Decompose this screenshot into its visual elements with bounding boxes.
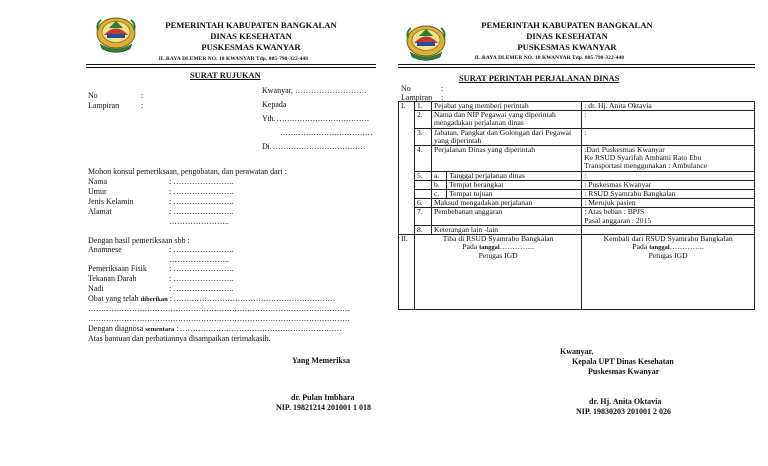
- field-value: : …………………..: [169, 197, 234, 206]
- exam-value: : …………………..: [169, 245, 234, 254]
- di-line: Di. ………………………………: [262, 142, 366, 151]
- kembali-word: tanggal: [649, 244, 670, 252]
- header-rule-thin: [398, 67, 755, 68]
- row-label: Jabatan, Pangkat dan Golongan dari Pegawai yang diperintah: [432, 128, 582, 145]
- closing-text: Atas bantuan dan perhatiannya disampaikan terimakasih.: [88, 334, 271, 343]
- table-row: [399, 235, 755, 310]
- table-row: [399, 208, 755, 225]
- row-label: Nama dan NIP Pegawai yang diperintah mengadakan perjalanan dinas: [432, 111, 582, 128]
- header-rule: [86, 64, 376, 65]
- diagnosa-word: sementara: [145, 326, 175, 333]
- rujukan-title: SURAT RUJUKAN: [190, 71, 261, 80]
- row-value: : Puskesmas Kwanyar: [582, 180, 755, 189]
- field-value: : …………………..: [169, 177, 234, 186]
- row-number: 6.: [415, 199, 432, 208]
- tiba-word: tanggal: [479, 244, 500, 252]
- sig-nip: NIP. 19830203 201001 2 026: [576, 407, 672, 416]
- field-label: Alamat: [88, 207, 112, 216]
- obat-word: diberikan: [140, 296, 168, 303]
- header-line-1: PEMERINTAH KABUPATEN BANGKALAN: [481, 20, 653, 30]
- kembali-petugas: Petugas IGD: [648, 251, 688, 261]
- spd-title: SURAT PERINTAH PERJALANAN DINAS: [459, 74, 620, 83]
- header-line-1: PEMERINTAH KABUPATEN BANGKALAN: [165, 20, 337, 30]
- row-label: Tanggal perjalanan dinas: [447, 171, 582, 180]
- header-line-2: DINAS KESEHATAN: [210, 31, 292, 41]
- field-value: …………………..: [169, 217, 229, 226]
- row-label: Maksud mengadakan perjalanan: [432, 199, 582, 208]
- row-number: 5.: [415, 171, 432, 180]
- spd-table: [398, 101, 755, 310]
- row-label: Tempat tujuan: [447, 190, 582, 199]
- row-value: : dr. Hj. Anita Oktavia: [582, 102, 755, 111]
- bangkalan-emblem-icon: [404, 22, 448, 62]
- row-number: 8.: [415, 225, 432, 234]
- bangkalan-emblem-icon: [94, 14, 138, 54]
- row-value: : Merujuk pasien: [582, 199, 755, 208]
- row-value: :Dari Puskesmas Kwanyar Ke RSUD Syarifah Ambami Rato Ebu Transportasi menggunakan : Ambulance: [582, 146, 755, 172]
- row-number: 3.: [415, 128, 432, 145]
- diagnosa-line: [88, 324, 342, 334]
- lampiran-label: Lampiran: [401, 93, 433, 102]
- exam-value: : …………………..: [169, 284, 234, 293]
- row-number: 4.: [415, 146, 432, 172]
- exam-value: …………………..: [169, 255, 229, 264]
- row-label: Pejabat yang memberi perintah: [432, 102, 582, 111]
- kepada: Kepada: [262, 100, 287, 109]
- no-label: No: [88, 91, 98, 100]
- row-label: Keterangan lain -lain: [432, 225, 582, 234]
- row-value: : RSUD Syamrabu Bangkalan: [582, 190, 755, 199]
- diagnosa-dots: : ………………………………………………………: [176, 324, 342, 333]
- tiba-dots: …………..: [499, 242, 534, 252]
- table-row: [399, 111, 755, 128]
- header-rule-thin: [86, 67, 376, 68]
- header-address: JL.RAYA DLEMER NO. 10 KWANYAR Tdp. 085-790-322-448: [158, 56, 309, 62]
- row-sub: a.: [432, 171, 447, 180]
- table-row: [399, 171, 755, 180]
- signer-title: Yang Memeriksa: [292, 356, 350, 365]
- spd-page: [384, 0, 768, 466]
- row-value: :: [582, 111, 755, 128]
- dots-line-2: …………………………………………………………………………………………: [88, 314, 350, 323]
- exam-label: Pemeriksaan Fisik: [88, 264, 147, 273]
- obat-line: [88, 294, 335, 304]
- no-colon: :: [441, 84, 444, 93]
- field-label: Nama: [88, 177, 108, 186]
- intro-text: Mohon konsul pemeriksaan, pengobatan, dan perawatan dari :: [88, 167, 287, 176]
- row-label: Tempat berangkat: [447, 180, 582, 189]
- sig-place: Kwanyar,: [560, 347, 594, 356]
- kembali-dots: …………..: [669, 242, 704, 252]
- roman-cell: I.: [399, 102, 415, 235]
- hasil-intro: Dengan hasil pemeriksaan sbb :: [88, 236, 190, 245]
- table-row: [399, 128, 755, 145]
- exam-label: Nadi: [88, 284, 104, 293]
- row-label: Pembebanan anggaran: [432, 208, 582, 225]
- obat-label: Obat yang telah: [88, 294, 139, 303]
- exam-label: Anamnese: [88, 245, 122, 254]
- row-number: 1.: [415, 102, 432, 111]
- obat-dots: : ………………………………………………………: [169, 294, 336, 303]
- diagnosa-label: Dengan diagnosa: [88, 324, 144, 333]
- field-label: Jenis Kelamin: [88, 197, 134, 206]
- dots-line-1: …………………………………………………………………………………………: [88, 304, 350, 313]
- exam-label: Tekanan Darah: [88, 274, 137, 283]
- lampiran-label: Lampiran: [88, 101, 120, 110]
- sig-title-1: Kepala UPT Dinas Kesehatan: [572, 357, 674, 366]
- tiba-line: Tiba di RSUD Syamrabu Bangkalan: [442, 234, 554, 244]
- header-line-3: PUSKESMAS KWANYAR: [517, 42, 617, 52]
- roman-cell: II.: [399, 235, 415, 310]
- no-colon: :: [141, 91, 144, 100]
- table-row: [399, 146, 755, 172]
- row-value: : Atas beban : BPJS Pasal anggaran : 2015: [582, 208, 755, 225]
- header-line-2: DINAS KESEHATAN: [526, 31, 608, 41]
- kembali-pada: Pada: [632, 242, 648, 252]
- field-label: Umur: [88, 187, 107, 196]
- row-label: Perjalanan Dinas yang diperintah: [432, 146, 582, 172]
- row-number: 2.: [415, 111, 432, 128]
- tiba-pada: Pada: [462, 242, 478, 252]
- header-address: JL.RAYA DLEMER NO. 10 KWANYAR Tdp. 085-790-322-448: [474, 55, 625, 61]
- field-value: : …………………..: [169, 187, 234, 196]
- row-value: :: [582, 128, 755, 145]
- yth-line: Yth. ………………………………: [262, 114, 369, 123]
- row-number: [415, 180, 432, 189]
- exam-value: : …………………..: [169, 274, 234, 283]
- row-value: :: [582, 171, 755, 180]
- lampiran-colon: :: [141, 101, 144, 110]
- header-line-3: PUSKESMAS KWANYAR: [201, 42, 301, 52]
- row-sub: c.: [432, 190, 447, 199]
- kembali-line: Kembali dari RSUD Syamrabu Bangkalan: [603, 234, 733, 244]
- exam-value: : …………………..: [169, 264, 234, 273]
- kembali-cell: [582, 235, 755, 310]
- tiba-petugas: Petugas IGD: [478, 251, 518, 261]
- kwanyar-date: Kwanyar, ………………………: [262, 86, 367, 95]
- field-value: : …………………..: [169, 207, 234, 216]
- header-rule: [398, 64, 755, 65]
- row-number: 7.: [415, 208, 432, 225]
- sig-name: dr. Hj. Anita Oktavia: [589, 397, 662, 406]
- sig-title-2: Puskesmas Kwanyar: [588, 367, 660, 376]
- no-label: No: [401, 84, 411, 93]
- tiba-cell: [415, 235, 582, 310]
- signer-name: dr. Pulan Imbhara: [291, 393, 355, 402]
- row-sub: b.: [432, 180, 447, 189]
- lampiran-colon: :: [441, 93, 444, 102]
- yth-line-2: ………………………………: [280, 128, 373, 137]
- signer-nip: NIP. 19821214 201001 1 018: [276, 403, 372, 412]
